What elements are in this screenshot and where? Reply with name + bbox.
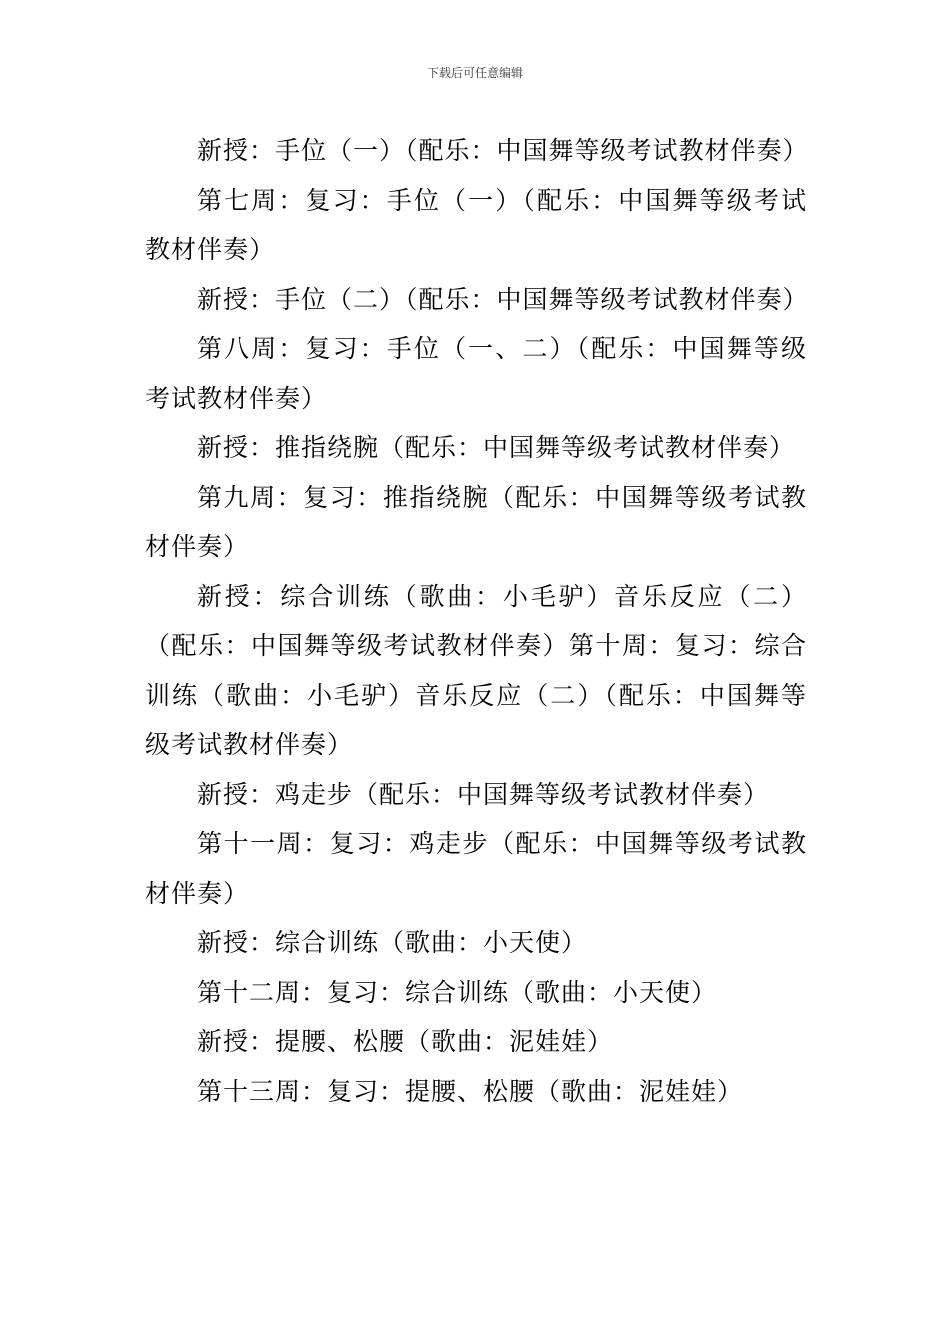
paragraph: 新授：手位（二）（配乐：中国舞等级考试教材伴奏） <box>197 284 809 314</box>
paragraph: 新授：推指绕腕（配乐：中国舞等级考试教材伴奏） <box>197 433 796 462</box>
paragraph: 第十一周：复习：鸡走步（配乐：中国舞等级考试教材伴奏） <box>145 829 807 908</box>
paragraph: 新授：提腰、松腰（歌曲：泥娃娃） <box>197 1027 614 1056</box>
paragraph: 新授：鸡走步（配乐：中国舞等级考试教材伴奏） <box>197 779 770 809</box>
paragraph: 新授：综合训练（歌曲：小天使） <box>197 928 588 957</box>
paragraph: 新授：手位（一）（配乐：中国舞等级考试教材伴奏） <box>197 136 809 165</box>
paragraph: 新授：综合训练（歌曲：小毛驴）音乐反应（二）（配乐：中国舞等级考试教材伴奏）第十周：复习：综合训练（歌曲：小毛驴）音乐反应（二）（配乐：中国舞等级考试教材伴奏） <box>145 581 807 759</box>
paragraph: 第十二周：复习：综合训练（歌曲：小天使） <box>197 977 718 1007</box>
paragraph: 第九周：复习：推指绕腕（配乐：中国舞等级考试教材伴奏） <box>145 482 807 561</box>
paragraph: 第七周：复习：手位（一）（配乐：中国舞等级考试教材伴奏） <box>145 185 807 264</box>
document-body <box>145 126 807 1116</box>
paragraph: 第八周：复习：手位（一、二）（配乐：中国舞等级考试教材伴奏） <box>145 334 807 413</box>
paragraph: 第十三周：复习：提腰、松腰（歌曲：泥娃娃） <box>197 1076 744 1106</box>
page-header: 下载后可任意编辑 <box>426 66 523 80</box>
